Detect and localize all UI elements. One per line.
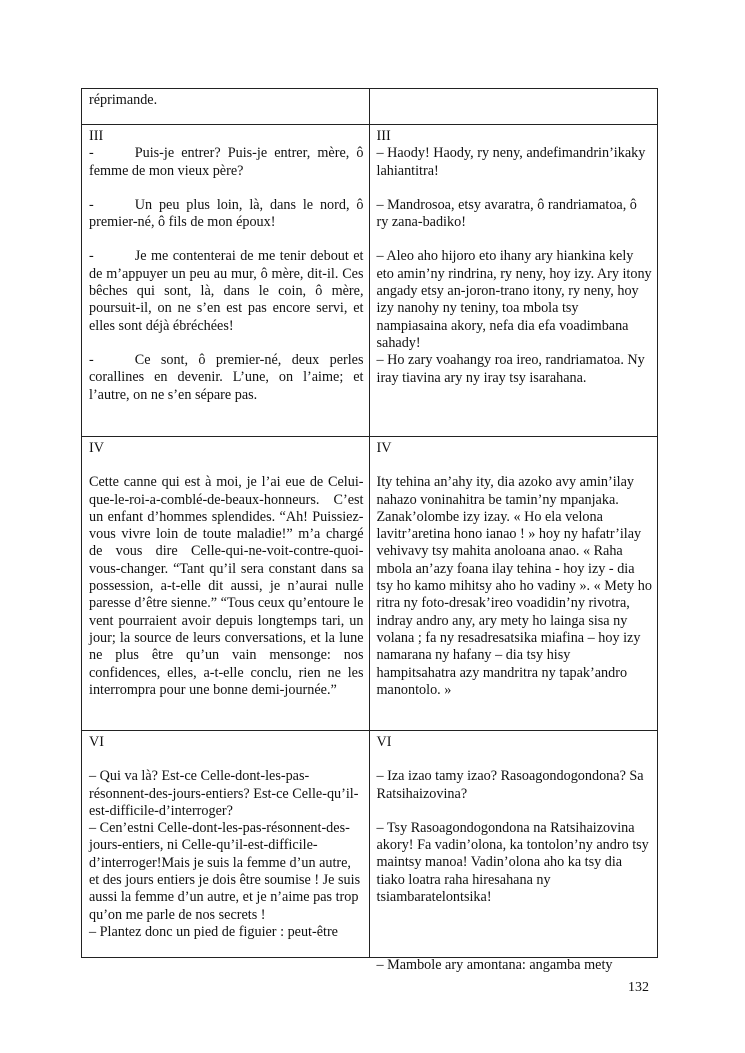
stanza-number: VI — [89, 734, 104, 750]
malagasy-cell — [370, 731, 659, 974]
paragraph: Cette canne qui est à moi, je l’ai eue de Celui-que-le-roi-a-comblé-de-beaux-honneurs. C’est un enfant d’hommes splendides. “Ah! Puissiez-vous vivre loin de toute maladie!” m’a chargé de vous dire Celle-qui-ne-voit-contre-quoi-vous-changer. “Tant qu’il sera constant dans sa possession, a-t-elle dit aussi, je n’aurai nulle paresse d’être sienne.” “Tous ceux qu’entoure le vent pourraient avoir depuis longtemps tari, un jour; la source de leurs conversations, et la lune ne plus être qu’un vain mensonge: nos confidences, elles, a-t-elle conclu, rien ne les interrompra pour une bonne demi-journée.” — [89, 474, 364, 698]
paragraph: - Puis-je entrer? Puis-je entrer, mère, ô femme de mon vieux père? — [89, 145, 364, 179]
paragraph: – Mandrosoa, etsy avaratra, ô randriamatoa, ô ry zana-badiko! — [376, 196, 637, 231]
paragraph: – Ho zary voahangy roa ireo, randriamatoa. Ny iray tiavina ary ny iray tsy isarahana. — [376, 352, 645, 386]
paragraph: - Ce sont, ô premier-né, deux perles corallines en devenir. L’une, on l’aime; et l’autre, on ne s’en sépare pas. — [89, 351, 364, 403]
stanza-number: IV — [376, 440, 392, 456]
french-cell — [82, 89, 370, 124]
dash: - — [89, 145, 94, 162]
stanza-number: IV — [89, 440, 104, 456]
malagasy-cell — [370, 437, 659, 730]
cell-text: réprimande. — [89, 92, 158, 108]
paragraph: – Cen’estni Celle-dont-les-pas-résonnent-des-jours-entiers, ni Celle-qu’il-est-difficile-d’interroger!Mais je suis la femme d’un autre, et des jours entiers je dois être soumise ! Je suis aussi la femme d’un autre, et je n’aime pas trop qu’on me parle de nos secrets ! — [89, 820, 361, 923]
dash: - — [89, 248, 94, 265]
paragraph: – Aleo aho hijoro eto ihany ary hiankina kely eto amin’ny rindrina, ry neny, hoy izy. Ary itony angady etsy an-joron-trano itony, ry neny, hoy izy nanohy ny teniny, toa mbola tsy nampiasaina akory, nefa dia efa voadimbana sahady! — [376, 248, 652, 351]
paragraph: – Plantez donc un pied de figuier : peut-être — [89, 923, 338, 940]
paragraph: – Iza izao tamy izao? Rasoagondogondona? Sa Ratsihaizovina? — [376, 768, 644, 802]
french-cell — [82, 125, 370, 436]
french-cell — [82, 731, 370, 957]
french-cell — [82, 437, 370, 730]
table-row — [81, 730, 658, 974]
paragraph: – Mambole ary amontana: angamba mety — [376, 957, 613, 974]
stanza-number: III — [376, 128, 391, 144]
table-row — [81, 88, 658, 124]
dash: - — [89, 196, 94, 213]
stanza-number: III — [89, 128, 104, 144]
stanza-number: VI — [376, 734, 392, 750]
paragraph: – Tsy Rasoagondogondona na Ratsihaizovina akory! Fa vadin’olona, ka tontolon’ny andro tsy maintsy manoa! Vadin’olona aho ka tsy dia tiako loatra raha hiresahana ny tsiambaratelontsika! — [376, 819, 649, 906]
malagasy-cell — [370, 89, 659, 124]
table-row — [81, 436, 658, 730]
malagasy-cell — [370, 125, 659, 436]
paragraph: – Qui va là? Est-ce Celle-dont-les-pas-résonnent-des-jours-entiers? Est-ce Celle-qu’il-est-difficile-d’interroger? — [89, 768, 359, 819]
paragraph: - Je me contenterai de me tenir debout et de m’appuyer un peu au mur, ô mère, dit-il. Ces bêches qui sont, là, dans le coin, ô mère, poursuit-il, on ne s’en est pas encore servi, et elles sont déjà ébréchées! — [89, 248, 364, 334]
page-number: 132 — [628, 980, 649, 995]
table-row — [81, 124, 658, 436]
bilingual-table — [81, 88, 658, 974]
paragraph: - Un peu plus loin, là, dans le nord, ô premier-né, ô fils de mon époux! — [89, 196, 364, 231]
dash: - — [89, 351, 94, 368]
paragraph: Ity tehina an’ahy ity, dia azoko avy amin’ilay nahazo voninahitra be tamin’ny mpanjaka. Zanak’olombe izy izay. « Ho ela velona lavitr’aretina hono ianao ! » hoy ny hafatr’ilay vehivavy tsy mahita anoloana anao. « Raha mbola an’azy foana ilay tehina - hoy izy - dia tsy ho kamo mihitsy aho ho vadiny ». « Mety ho ritra ny foto-dresak’ireo voadidin’ny rivotra, indray andro any, ary mety ho lainga sisa ny volana ; fa ny resadresatsika miafina – hoy izy namarana ny hafany – dia tsy hisy hampitsahatra azy mandritra ny tapak’andro manontolo. » — [376, 474, 652, 698]
paragraph: – Haody! Haody, ry neny, andefimandrin’ikaky lahiantitra! — [376, 145, 646, 179]
